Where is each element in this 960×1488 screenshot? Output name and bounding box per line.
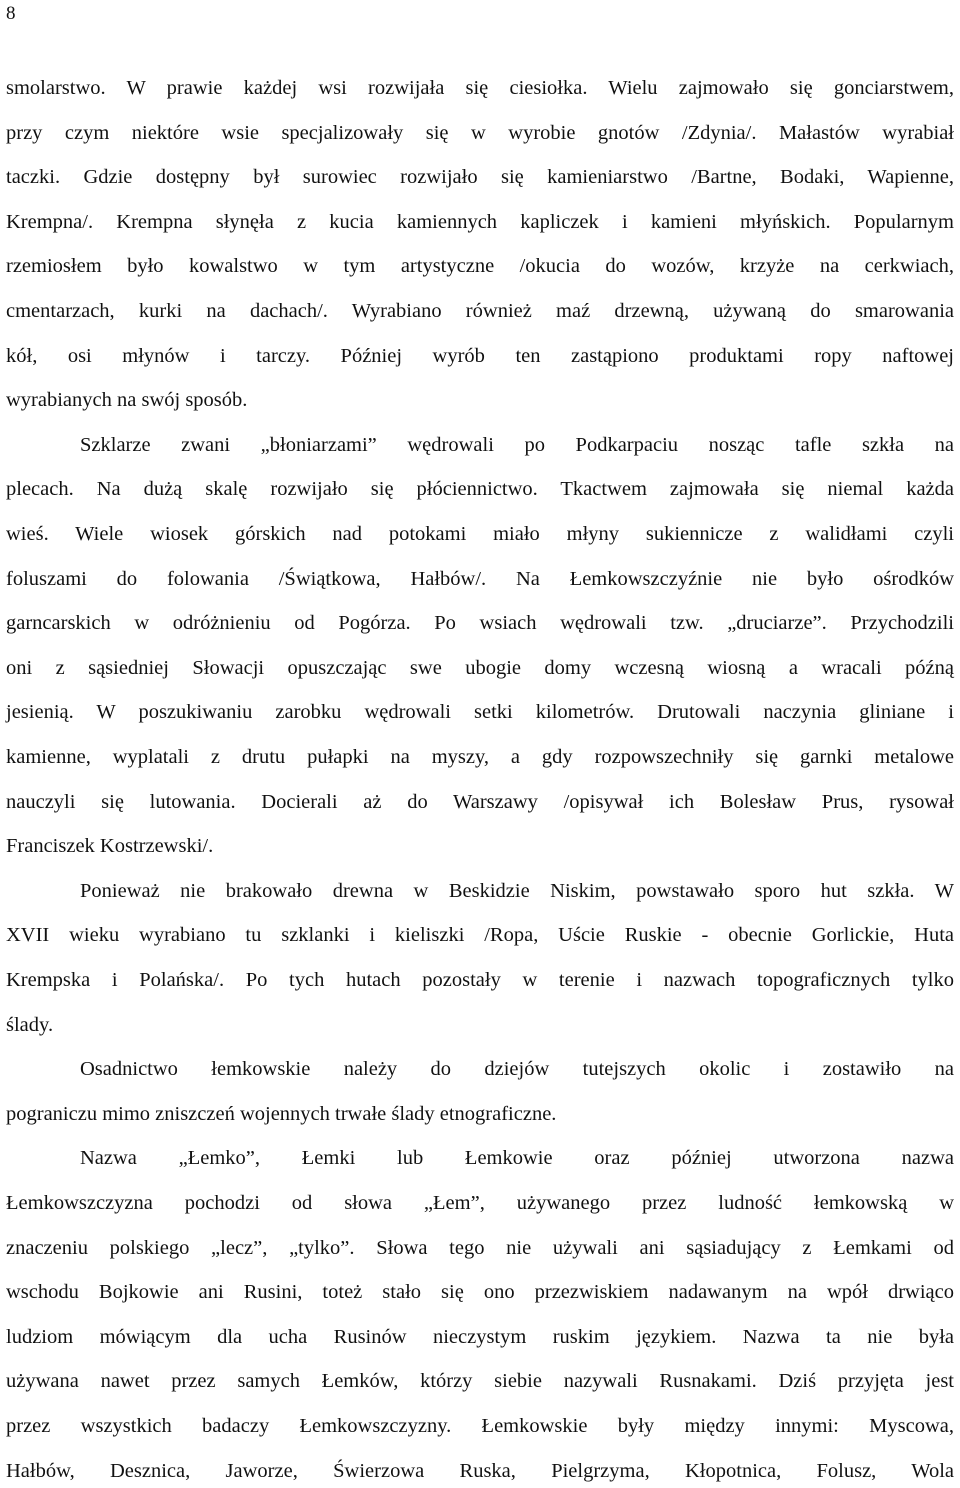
text-line: rzemiosłem było kowalstwo w tym artystyczne /okucia do wozów, krzyże na cerkwiach, [6,255,954,277]
text-line: Ponieważ nie brakowało drewna w Beskidzie Niskim, powstawało sporo hut szkła. W [80,880,954,902]
text-line: nauczyli się lutowania. Docierali aż do Warszawy /opisywał ich Bolesław Prus, rysował [6,791,954,813]
text-line: XVII wieku wyrabiano tu szklanki i kieliszki /Ropa, Uście Ruskie - obecnie Gorlickie, Huta [6,924,954,946]
text-line: cmentarzach, kurki na dachach/. Wyrabiano również maź drzewną, używaną do smarowania [6,300,954,322]
text-line: kamienne, wyplatali z drutu pułapki na myszy, a gdy rozpowszechniły się garnki metalowe [6,746,954,768]
text-line: znaczeniu polskiego „lecz”, „tylko”. Słowa tego nie używali ani sąsiadujący z Łemkami od [6,1237,954,1259]
text-line: jesienią. W poszukiwaniu zarobku wędrowali setki kilometrów. Drutowali naczynia gliniane i [6,701,954,723]
text-line: foluszami do folowania /Świątkowa, Hałbów/. Na Łemkowszczyźnie nie było ośrodków [6,568,954,590]
text-line: Krempna/. Krempna słynęła z kucia kamiennych kapliczek i kamieni młyńskich. Popularnym [6,211,954,233]
text-line: wieś. Wiele wiosek górskich nad potokami miało młyny sukiennicze z walidłami czyli [6,523,954,545]
text-line: wyrabianych na swój sposób. [6,389,248,411]
text-line: ślady. [6,1014,54,1036]
text-line: pograniczu mimo zniszczeń wojennych trwałe ślady etnograficzne. [6,1103,557,1125]
page-number: 8 [6,3,16,24]
text-line: Szklarze zwani „błoniarzami” wędrowali po Podkarpaciu nosząc tafle szkła na [80,434,954,456]
text-line: przez wszystkich badaczy Łemkowszczyzny. Łemkowskie były między innymi: Myscowa, [6,1415,954,1437]
text-line: kół, osi młynów i tarczy. Później wyrób ten zastąpiono produktami ropy naftowej [6,345,954,367]
text-line: taczki. Gdzie dostępny był surowiec rozwijało się kamieniarstwo /Bartne, Bodaki, Wapienne, [6,166,954,188]
text-line: garncarskich w odróżnieniu od Pogórza. Po wsiach wędrowali tzw. „druciarze”. Przychodzili [6,612,954,634]
text-line: smolarstwo. W prawie każdej wsi rozwijała się ciesiołka. Wielu zajmowało się gonciarstwem, [6,77,954,99]
text-line: Nazwa „Łemko”, Łemki lub Łemkowie oraz później utworzona nazwa [80,1147,954,1169]
text-line: Krempska i Polańska/. Po tych hutach pozostały w terenie i nazwach topograficznych tylko [6,969,954,991]
text-line: Hałbów, Desznica, Jaworze, Świerzowa Ruska, Pielgrzyma, Kłopotnica, Folusz, Wola [6,1460,954,1482]
text-line: ludziom mówiącym dla ucha Rusinów nieczystym ruskim językiem. Nazwa ta nie była [6,1326,954,1348]
text-line: plecach. Na dużą skalę rozwijało się płóciennictwo. Tkactwem zajmowała się niemal każda [6,478,954,500]
text-line: Osadnictwo łemkowskie należy do dziejów tutejszych okolic i zostawiło na [80,1058,954,1080]
text-line: Łemkowszczyzna pochodzi od słowa „Łem”, używanego przez ludność łemkowską w [6,1192,954,1214]
text-line: wschodu Bojkowie ani Rusini, toteż stało się ono przezwiskiem nadawanym na wpół drwiąco [6,1281,954,1303]
text-line: Franciszek Kostrzewski/. [6,835,214,857]
text-line: oni z sąsiedniej Słowacji opuszczając swe ubogie domy wczesną wiosną a wracali późną [6,657,954,679]
text-line: używana nawet przez samych Łemków, którzy siebie nazywali Rusnakami. Dziś przyjęta jest [6,1370,954,1392]
text-line: przy czym niektóre wsie specjalizowały się w wyrobie gnotów /Zdynia/. Małastów wyrabiał [6,122,954,144]
